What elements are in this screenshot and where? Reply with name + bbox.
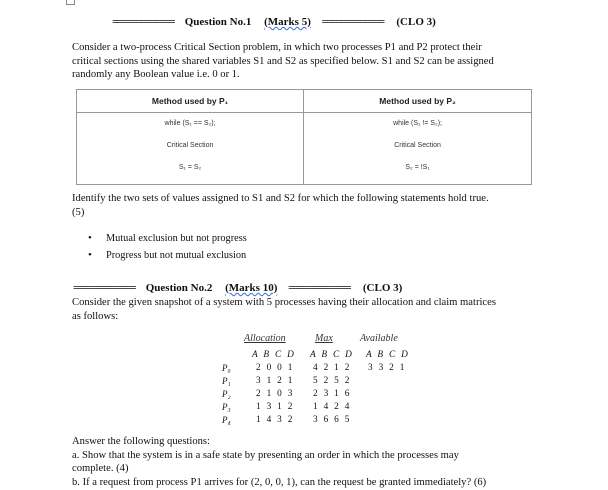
- q2-title: Question No.2: [145, 282, 213, 294]
- q1-identify-line2: (5): [72, 206, 85, 218]
- list-item: • Mutual exclusion but not progress: [88, 230, 247, 247]
- question-a-line2: complete. (4): [72, 463, 129, 475]
- q2-intro-line1: Consider the given snapshot of a system with 5 processes having their allocation and claim matrices: [72, 297, 496, 308]
- q1-identify-line1: Identify the two sets of values assigned to S1 and S2 for which the following statements hold true.: [72, 193, 489, 204]
- q1-title: Question No.1: [184, 16, 252, 28]
- available-subheader: A B C D: [366, 350, 410, 360]
- q1-header: [112, 16, 436, 28]
- q1-intro-line1: Consider a two-process Critical Section problem, in which two processes P1 and P2 protect their: [72, 42, 482, 53]
- q1-intro: [72, 41, 558, 82]
- q2-marks: (Marks 10): [225, 282, 278, 294]
- max-row: 4 2 1 2: [313, 363, 352, 373]
- question-a-line1: a. Show that the system is in a safe state by presenting an order in which the processes may: [72, 449, 459, 461]
- process-label: P₀: [222, 363, 231, 373]
- process-label: P₂: [222, 389, 231, 399]
- p2-assign: S₂ = !S₁: [405, 164, 430, 171]
- q2-questions: [72, 435, 572, 489]
- allocation-row: 1 4 3 2: [256, 415, 295, 425]
- table-cell-p2: [304, 113, 532, 185]
- q2-intro: [72, 296, 558, 323]
- allocation-row: 3 1 2 1: [256, 376, 295, 386]
- allocation-row: 2 1 0 3: [256, 389, 295, 399]
- max-row: 3 6 6 5: [313, 415, 352, 425]
- allocation-row: 2 0 0 1: [256, 363, 295, 373]
- page-corner-marker: [66, 0, 75, 5]
- matrix-header-max: Max: [315, 333, 333, 344]
- q1-identify: [72, 192, 558, 219]
- matrix-header-available: Available: [360, 333, 398, 344]
- p2-critical: Critical Section: [394, 142, 441, 149]
- process-label: P₃: [222, 402, 231, 412]
- q1-bullet-list: [88, 230, 247, 264]
- max-row: 5 2 5 2: [313, 376, 352, 386]
- p1-while: while (S₁ == S₂);: [164, 120, 216, 127]
- q1-marks: (Marks 5): [264, 16, 311, 28]
- q2-clo: (CLO 3): [362, 282, 403, 294]
- q2-header: [73, 282, 402, 294]
- process-label: P₄: [222, 415, 231, 425]
- q1-intro-line2: critical sections using the shared variables S1 and S2 as specified below. S1 and S2 can be assigned: [72, 55, 494, 67]
- allocation-row: 1 3 1 2: [256, 402, 295, 412]
- q2-intro-line2: as follows:: [72, 310, 119, 322]
- question-b-line1: b. If a request from process P1 arrives for (2, 0, 0, 1), can the request be granted immediately? (6): [72, 476, 487, 488]
- max-subheader: A B C D: [310, 350, 354, 360]
- process-label: P₁: [222, 376, 231, 386]
- allocation-subheader: A B C D: [252, 350, 296, 360]
- p1-assign: S₁ = S₂: [178, 164, 202, 171]
- answer-intro: Answer the following questions:: [72, 436, 210, 447]
- q2-rule-right: =============: [288, 282, 351, 294]
- methods-table: [76, 89, 532, 185]
- table-header-p1: Method used by P₁: [77, 90, 304, 113]
- table-header-p2: Method used by P₂: [304, 90, 532, 113]
- q2-rule-left: =============: [73, 282, 135, 294]
- p2-while: while (S₁ != S₂);: [393, 120, 442, 127]
- max-row: 2 3 1 6: [313, 389, 352, 399]
- table-cell-p1: [77, 113, 304, 185]
- q1-intro-line3: randomly any Boolean value i.e. 0 or 1.: [72, 69, 240, 81]
- q1-rule-right: =============: [321, 16, 384, 28]
- matrix-header-allocation: Allocation: [244, 333, 286, 344]
- q1-clo: (CLO 3): [396, 16, 436, 28]
- list-item: • Progress but not mutual exclusion: [88, 247, 247, 264]
- max-row: 1 4 2 4: [313, 402, 352, 412]
- q1-rule-left: =============: [112, 16, 174, 28]
- available-row: 3 3 2 1: [368, 363, 407, 373]
- p1-critical: Critical Section: [166, 142, 214, 149]
